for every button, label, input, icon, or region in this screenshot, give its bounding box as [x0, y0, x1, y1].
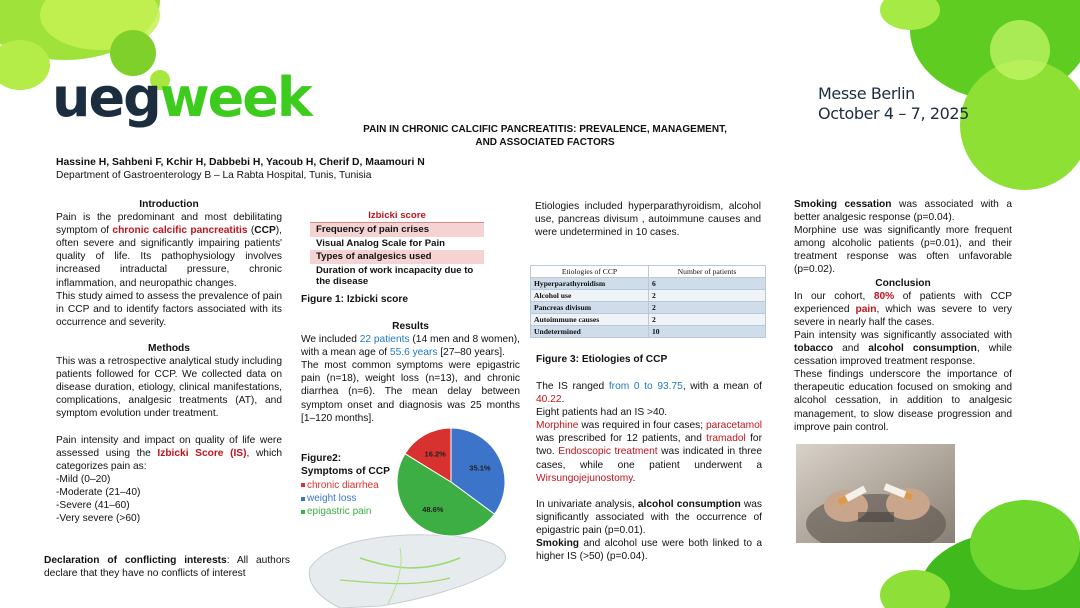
- univariate: [536, 498, 762, 537]
- etiology-name: Undetermined: [531, 326, 649, 338]
- symptoms-pie-chart: [394, 425, 508, 539]
- poster-title: [300, 124, 790, 149]
- etiology-name: Alcohol use: [531, 290, 649, 302]
- izbicki-table: [310, 209, 484, 288]
- methods-heading: Methods: [148, 342, 190, 354]
- c4-text: , while cessation improved treatment response.: [794, 343, 1012, 368]
- ccp-abbr: CCP: [254, 225, 276, 237]
- column-4: [794, 198, 1012, 434]
- results-p2: The most common symptoms were epigastric pain (n=18), weight loss (n=13), and chronic diarrhea (n=6). The mean delay between symptom onset and diagnosis was 25 months [1–120 months].: [301, 360, 520, 424]
- pie-label: 16.2%: [424, 449, 446, 459]
- morphine-alcoholic: Morphine use was significantly more frequent among alcoholic patients (p=0.01), and their treatment response was often unfavorable (p=0.02).: [794, 225, 1012, 276]
- affiliation: Department of Gastroenterology B – La Rabta Hospital, Tunis, Tunisia: [56, 170, 372, 181]
- c4-text: , which was severe to very severe in nearly half the cases.: [794, 303, 1012, 328]
- is-range-value: from 0 to 93.75: [608, 381, 683, 392]
- figure2-caption-line1: Figure2:: [301, 453, 342, 464]
- legend-marker: [301, 483, 305, 487]
- declaration-label: Declaration of conflicting interests: [44, 555, 227, 566]
- alcohol-term: alcohol consumption: [637, 498, 741, 510]
- treatments: [536, 419, 762, 484]
- etiologies-header-count: Number of patients: [649, 266, 766, 278]
- pain-category: -Very severe (>60): [56, 513, 141, 525]
- smoke-text: and alcohol use were both linked to a higher IS (>50) (p=0.04).: [536, 538, 762, 563]
- is-range: [536, 380, 762, 406]
- conclusion-p3: These findings underscore the importance of therapeutic education focused on smoking and alcohol cessation, in addition to analgesic management, to slow disease progression and improve pain control.: [794, 369, 1012, 433]
- results-text: We included: [301, 334, 360, 346]
- legend-item-epigastric-pain: [301, 505, 379, 518]
- etiology-count: 2: [649, 314, 766, 326]
- results-text: (14 men and 8 women), with a mean age of: [301, 334, 521, 359]
- legend-label: epigastric pain: [307, 506, 372, 518]
- legend-item-diarrhea: [301, 479, 379, 492]
- column-1: [56, 198, 282, 525]
- etiology-count: 6: [649, 278, 766, 290]
- mean-age: 55.6 years: [389, 347, 438, 359]
- is-text: The IS ranged: [536, 381, 609, 392]
- etiology-name: Autoimmune causes: [531, 314, 649, 326]
- c4-text: of patients with CCP experienced: [794, 290, 1013, 315]
- introduction-p1: [56, 211, 282, 290]
- intro-text: ), often severe and significantly impairing patients' quality of life. Its pathophysiology involves increased intraductal pressure, chronic inflammation, and neuropathic changes.: [56, 225, 282, 289]
- figure2-caption: [301, 452, 390, 478]
- venue-line1: Messe Berlin: [818, 84, 915, 103]
- authors: Hassine H, Sahbeni F, Kchir H, Dabbebi H, Yacoub H, Cherif D, Maamouri N: [56, 157, 425, 168]
- legend-marker: [301, 497, 305, 501]
- tramadol-term: tramadol: [706, 433, 746, 445]
- intro-text: (: [247, 225, 255, 237]
- pie-label: 48.6%: [422, 504, 444, 514]
- legend-item-weight-loss: [301, 492, 379, 505]
- c4-text: was associated with a better analgesic response (p=0.04).: [794, 199, 1012, 224]
- intro-text: Pain is the predominant and most debilitating symptom of: [56, 212, 282, 237]
- broken-cigarette-photo: [796, 444, 955, 543]
- methods-p1: This was a retrospective analytical study including patients followed for CCP. We collected data on disease duration, etiology, clinical manifestations, complications, analgesic treatments (AT), and symptom evolution under treatment.: [56, 356, 282, 420]
- ccp-term: chronic calcific pancreatitis: [112, 225, 248, 237]
- declaration: [44, 554, 290, 580]
- izbicki-row: Frequency of pain crises: [310, 223, 484, 237]
- figure3-caption: Figure 3: Etiologies of CCP: [536, 354, 668, 365]
- izbicki-row: Visual Analog Scale for Pain: [316, 237, 446, 249]
- treat-text: for two.: [536, 433, 762, 458]
- tobacco-term: tobacco: [794, 343, 834, 355]
- patients-count: 22 patients: [359, 334, 410, 346]
- etiology-count: 2: [649, 290, 766, 302]
- etiology-count: 10: [649, 326, 766, 338]
- conclusion-p2: [794, 329, 1012, 368]
- smoking-term: Smoking: [536, 538, 580, 550]
- treat-text: was indicated in three cases, while one patient underwent a: [536, 446, 762, 471]
- izbicki-header: Izbicki score: [310, 209, 484, 223]
- conclusion-p1: [794, 290, 1012, 329]
- etiologies-text: Etiologies included hyperparathyroidism, alcohol use, pancreas divisum , autoimmune causes and were undetermined in 10 cases.: [535, 201, 761, 239]
- title-line1: PAIN IN CHRONIC CALCIFIC PANCREATITIS: PREVALENCE, MANAGEMENT,: [363, 124, 727, 135]
- pain-category: -Moderate (21–40): [56, 486, 141, 498]
- venue: [818, 84, 969, 124]
- liver-illustration: [300, 528, 520, 608]
- etiology-name: Pancreas divisum: [531, 302, 649, 314]
- pct-80: 80%: [873, 290, 895, 302]
- uni-text: In univariate analysis,: [536, 498, 638, 510]
- results-text: [27–80 years].: [437, 347, 505, 359]
- is-text: , with a mean of: [682, 381, 762, 392]
- etiology-name: Hyperparathyroidism: [531, 278, 649, 290]
- figure2-legend: [301, 479, 379, 519]
- logo-week: week: [159, 66, 311, 129]
- alcohol-consumption-term: alcohol consumption: [868, 343, 977, 355]
- treat-text: was prescribed for 12 patients, and: [536, 433, 707, 445]
- figure1-caption: Figure 1: Izbicki score: [301, 294, 409, 305]
- paracetamol-term: paracetamol: [705, 420, 762, 432]
- is-above-40: Eight patients had an IS >40.: [536, 407, 668, 419]
- etiologies-table: [530, 265, 766, 338]
- results-section: [301, 320, 520, 425]
- conclusion-heading: Conclusion: [875, 277, 931, 289]
- smoking-cessation-term: Smoking cessation: [794, 199, 892, 210]
- treat-text: was required in four cases;: [578, 420, 706, 432]
- legend-label: chronic diarrhea: [307, 480, 379, 491]
- etiology-count: 2: [649, 302, 766, 314]
- legend-marker: [301, 510, 305, 514]
- methods-text: , which categorizes pain as:: [56, 447, 282, 472]
- c4-text: and: [833, 343, 869, 355]
- pain-term: pain: [855, 303, 877, 315]
- introduction-p2: This study aimed to assess the prevalence of pain in CCP and to identify factors associated with its occurrence and severity.: [56, 290, 282, 328]
- izbicki-row: Duration of work incapacity due to the disease: [316, 264, 474, 288]
- endoscopic-term: Endoscopic treatment: [558, 446, 658, 458]
- results-p1: [301, 333, 520, 359]
- c4-text: In our cohort,: [794, 290, 874, 302]
- is-text: .: [561, 394, 565, 406]
- results-heading: Results: [392, 321, 429, 332]
- treat-text: .: [632, 472, 636, 484]
- izbicki-row: Types of analgesics used: [310, 250, 484, 263]
- venue-line2: October 4 – 7, 2025: [818, 104, 969, 123]
- introduction-heading: Introduction: [139, 199, 199, 210]
- uegweek-logo: [52, 68, 311, 128]
- smoking-cessation: [794, 198, 1012, 224]
- declaration-text: : All authors declare that they have no conflicts of interest: [44, 555, 290, 580]
- title-line2: AND ASSOCIATED FACTORS: [475, 136, 615, 148]
- is-results: [536, 380, 762, 563]
- pie-label: 35.1%: [469, 463, 491, 473]
- methods-p2: [56, 434, 282, 473]
- morphine-term: Morphine: [536, 420, 579, 432]
- figure2-caption-line2: Symptoms of CCP: [301, 466, 390, 477]
- uni-text: was significantly associated with the occurrence of epigastric pain (p=0.01).: [536, 498, 762, 536]
- is-mean-value: 40.22: [536, 394, 562, 406]
- wirsung-term: Wirsungojejunostomy: [536, 472, 633, 484]
- c4-text: Pain intensity was significantly associated with: [794, 329, 1012, 341]
- pain-category: -Severe (41–60): [56, 499, 130, 511]
- legend-label: weight loss: [307, 493, 357, 505]
- logo-ueg: ueg: [52, 66, 160, 129]
- smoking-link: [536, 537, 762, 563]
- etiologies-header-name: Etiologies of CCP: [531, 266, 649, 278]
- izbicki-term: Izbicki Score (IS): [157, 447, 247, 459]
- pain-category: -Mild (0–20): [56, 473, 111, 485]
- methods-text: Pain intensity and impact on quality of life were assessed using the: [56, 434, 282, 459]
